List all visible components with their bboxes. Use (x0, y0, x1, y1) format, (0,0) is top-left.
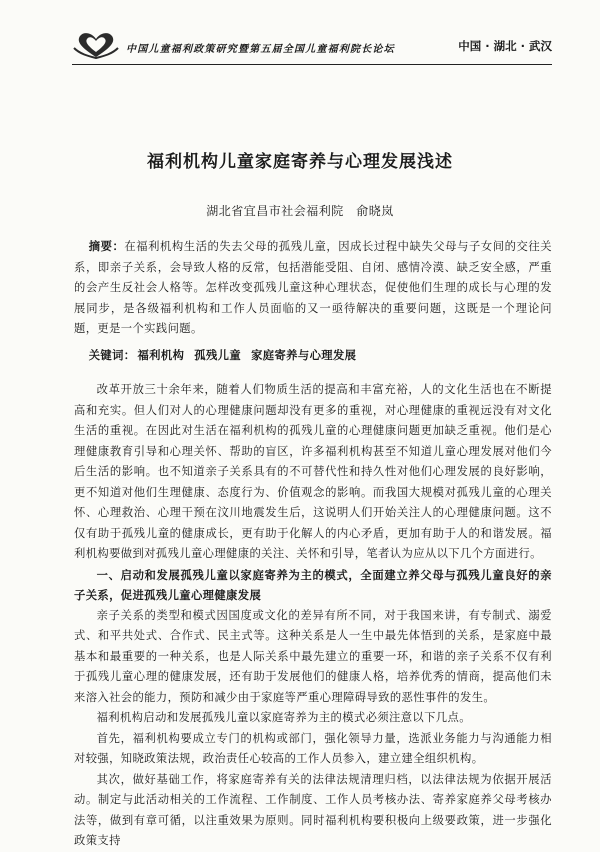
abstract-text: 在福利机构生活的失去父母的孤残儿童，因成长过程中缺失父母与子女间的交往关系，即亲子关系，会导致人格的反常，包括潜能受阻、自闭、感情冷漠、缺乏安全感，严重的会产生反社会人格等。怎样改变孤残儿童这种心理状态，促使他们生理的成长与心理的发展同步，是各级福利机构和工作人员面临的又一亟待解决的重要问题，这既是一个理论问题，更是一个实践问题。 (74, 240, 552, 335)
body-paragraph: 亲子关系的类型和模式因国度或文化的差异有所不同，对于我国来讲，有专制式、溺爱式、和平共处式、合作式、民主式等。这种关系是人一生中最先体悟到的关系，是家庭中最基本和最重要的一种关系，也是人际关系中最先建立的重要一环，和谐的亲子关系不仅有利于孤残儿童心理的健康发展，还有助于发展他们的健康人格，培养优秀的情商，提高他们未来溶入社会的能力，预防和减少由于家庭等严重心理障碍导致的恶性事件的发生。 (74, 608, 552, 704)
conference-place: 中国 · 湖北 · 武汉 (458, 39, 552, 53)
keywords-label: 关键词： (88, 348, 136, 362)
journal-title: 中国儿童福利政策研究暨第五届全国儿童福利院长论坛 (126, 44, 395, 55)
article-title: 福利机构儿童家庭寄养与心理发展浅述 (147, 152, 453, 172)
running-header (72, 30, 552, 65)
keyword: 孤残儿童 (194, 348, 242, 362)
keyword: 家庭寄养与心理发展 (251, 348, 357, 362)
body-paragraph: 改革开放三十余年来，随着人们物质生活的提高和丰富充裕，人的文化生活也在不断提高和充实。但人们对人的心理健康问题却没有更多的重视，对心理健康的重视远没有对文化生活的重视。在因此对生活在福利机构的孤残儿童的心理健康问题更加缺乏重视。他们是心理健康教育引导和心理关怀、帮助的盲区，许多福利机构甚至不知道儿童心理发展对他们今后生活的影响。也不知道亲子关系具有的不可替代性和持久性对他们心理发展的良好影响，更不知道对他们生理健康、态度行为、价值观念的影响。而我国大规模对孤残儿童的心理关怀、心理救治、心理干预在汶川地震发生后，这说明人们开始关注人的心理健康问题。这不仅有助于孤残儿童的健康成长，更有助于化解人的内心矛盾，更加有助于人的和谐发展。福利机构要做到对孤残儿童心理健康的关注、关怀和引导，笔者认为应从以下几个方面进行。 (74, 383, 552, 560)
keywords (74, 345, 552, 366)
author-line: 湖北省宜昌市社会福利院 俞晓岚 (206, 204, 394, 218)
heart-hands-logo-icon (72, 30, 120, 60)
body-paragraph: 福利机构启动和发展孤残儿童以家庭寄养为主的模式必须注意以下几点。 (96, 711, 471, 724)
body-paragraph: 其次，做好基础工作，将家庭寄养有关的法律法规清理归档，以法律法规为依据开展活动。制定与此活动相关的工作流程、工作制度、工作人员考核办法、寄养家庭养父母考核办法等，做到有章可循，以注重效果为原则。同时福利机构要积极向上级要政策，进一步强化政策支持 (74, 772, 552, 847)
abstract (74, 236, 552, 340)
keyword: 福利机构 (137, 348, 185, 362)
article-body (74, 380, 552, 852)
abstract-label: 摘要： (88, 239, 125, 253)
section-heading: 一、启动和发展孤残儿童以家庭寄养为主的模式，全面建立养父母与孤残儿童良好的亲子关系，促进孤残儿童心理健康发展 (74, 567, 552, 602)
body-paragraph: 首先，福利机构要成立专门的机构或部门，强化领导力量，选派业务能力与沟通能力相对较强，知晓政策法规，政治责任心较高的工作人员参入，建立建全组织机构。 (74, 731, 552, 765)
